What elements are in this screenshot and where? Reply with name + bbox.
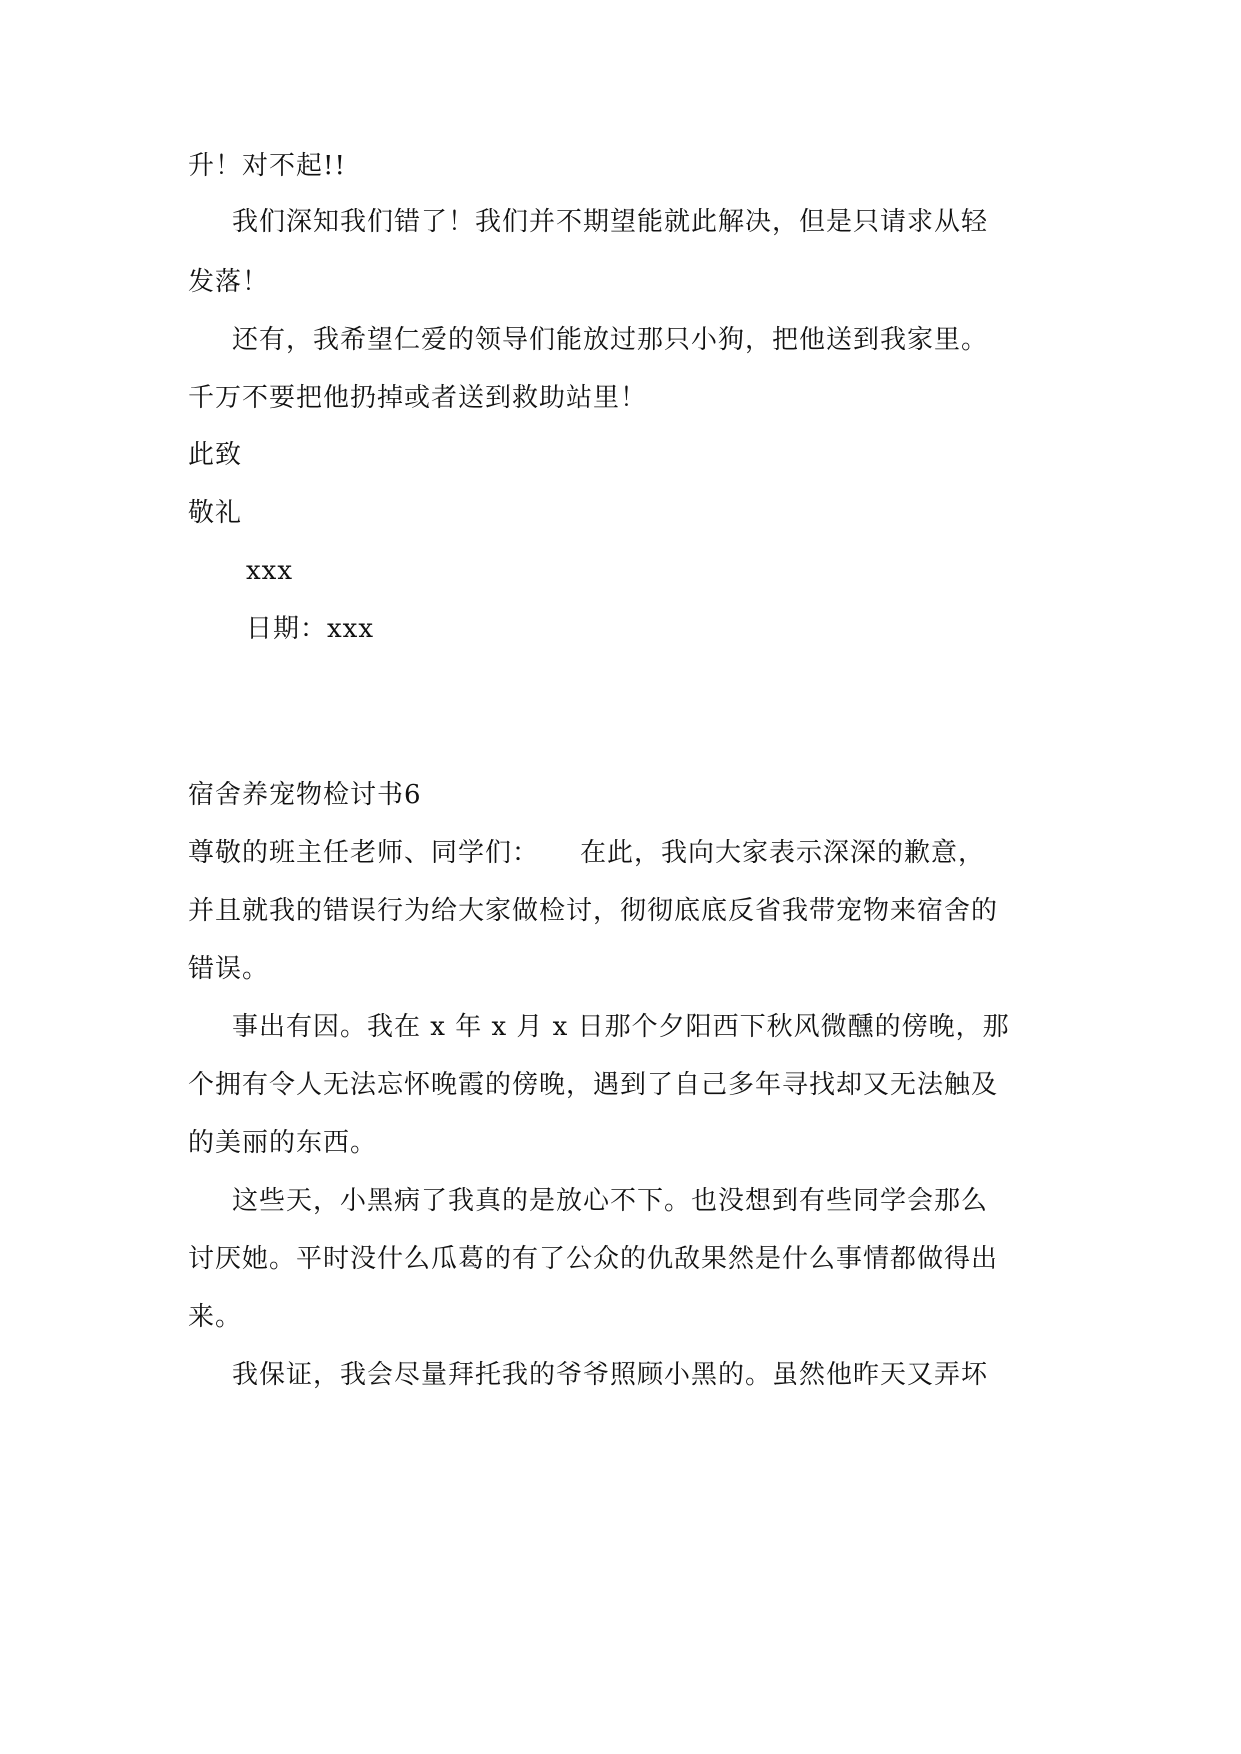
paragraph-line: 讨厌她。平时没什么瓜葛的有了公众的仇敌果然是什么事情都做得出	[188, 1244, 999, 1274]
closing-line: 敬礼	[188, 498, 243, 528]
paragraph-line: 发落！	[188, 267, 270, 297]
paragraph-line: 的美丽的东西。	[188, 1128, 378, 1158]
greeting-line: 尊敬的班主任老师、同学们： 在此，我向大家表示深深的歉意，	[188, 838, 986, 868]
paragraph-line: 个拥有令人无法忘怀晚霞的傍晚，遇到了自己多年寻找却又无法触及	[188, 1070, 999, 1100]
text-line: 升！对不起!!	[188, 151, 346, 181]
section-title: 宿舍养宠物检讨书6	[188, 780, 422, 810]
signature: xxx	[246, 556, 293, 586]
paragraph-line: 事出有因。我在 x 年 x 月 x 日那个夕阳西下秋风微醺的傍晚，那	[232, 1012, 1010, 1042]
paragraph-line: 还有，我希望仁爱的领导们能放过那只小狗，把他送到我家里。	[232, 325, 989, 355]
paragraph-line: 我保证，我会尽量拜托我的爷爷照顾小黑的。虽然他昨天又弄坏	[232, 1360, 989, 1390]
date-line: 日期：xxx	[246, 614, 374, 644]
paragraph-line: 这些天，小黑病了我真的是放心不下。也没想到有些同学会那么	[232, 1186, 989, 1216]
paragraph-line: 我们深知我们错了！我们并不期望能就此解决，但是只请求从轻	[232, 207, 989, 237]
paragraph-line: 千万不要把他扔掉或者送到救助站里！	[188, 383, 648, 413]
paragraph-line: 并且就我的错误行为给大家做检讨，彻彻底底反省我带宠物来宿舍的	[188, 896, 999, 926]
closing-line: 此致	[188, 440, 243, 470]
paragraph-line: 错误。	[188, 954, 270, 984]
paragraph-line: 来。	[188, 1302, 243, 1332]
